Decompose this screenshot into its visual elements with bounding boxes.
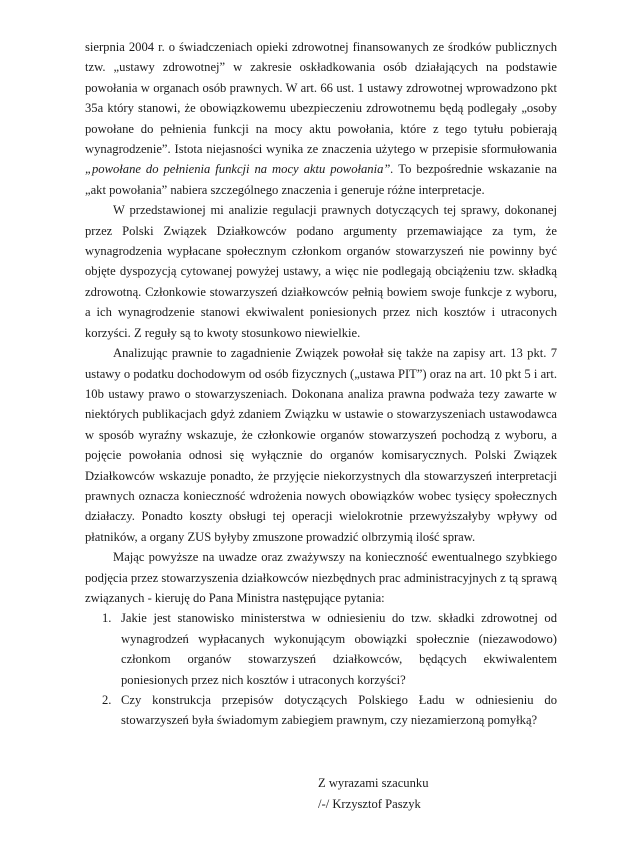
question-number: 2. [102, 693, 112, 707]
paragraph-1 [85, 37, 557, 200]
signature: /-/ Krzysztof Paszyk [318, 797, 421, 811]
closing-salutation: Z wyrazami szacunku [318, 776, 429, 790]
question-list [103, 608, 557, 730]
paragraph-1-text-a: sierpnia 2004 r. o świadczeniach opieki zdrowotnej finansowanych ze środków publicznych tzw. „ustawy zdrowotnej” w zakresie oskładkowania osób działających na podstawie powołania w organach osób prawnych. W art. 66 ust. 1 ustawy zdrowotnej wprowadzono pkt 35a który stanowi, że obowiązkowemu ubezpieczeniu zdrowotnemu będą podlegały „osoby powołane do pełnienia funkcji na mocy aktu powołania, które z tego tytułu pobierają wynagrodzenie”. Istota niejasności wynika ze znaczenia użytego w przepisie sformułowania [85, 40, 557, 157]
question-number: 1. [102, 611, 112, 626]
paragraph-1-text-b: To bezpośrednie wskazanie na „akt powołania” nabiera szczególnego znaczenia i generuje różne interpretacje. [85, 162, 557, 197]
document-body [85, 37, 557, 731]
paragraph-3: Analizując prawnie to zagadnienie Związek powołał się także na zapisy art. 13 pkt. 7 ustawy o podatku dochodowym od osób fizycznych („ustawa PIT”) oraz na art. 10 pkt 5 i art. 10b ustawy prawo o stowarzyszeniach. Dokonana analiza prawna podważa tezy zawarte w niektórych publikacjach gdyż zdaniem Związku w ustawie o stowarzyszeniach ustawodawca w sposób wyraźny wskazuje, że członkowie organów stowarzyszeń pochodzą z wyboru, a pojęcie powołania odnosi się wyłącznie do organów komisarycznych. Polski Związek Działkowców wskazuje ponadto, że przyjęcie niekorzystnych dla stowarzyszeń interpretacji prawnych oznacza konieczność wdrożenia nowych obowiązków wobec tysięcy społecznych działaczy. Ponadto koszty obsługi tej operacji wielokrotnie przewyższałyby wpływy od płatników, a organy ZUS byłyby zmuszone prowadzić olbrzymią ilość spraw. [85, 346, 557, 544]
paragraph-4: Mając powyższe na uwadze oraz zważywszy na konieczność ewentualnego szybkiego podjęcia przez stowarzyszenia działkowców niezbędnych prac administracyjnych z tą sprawą związanych - kieruję do Pana Ministra następujące pytania: [85, 550, 557, 605]
question-text: Czy konstrukcja przepisów dotyczących Polskiego Ładu w odniesieniu do stowarzyszeń była świadomym zabiegiem prawnym, czy niezamierzoną pomyłką? [121, 693, 557, 728]
closing-block [318, 773, 558, 815]
question-text: Jakie jest stanowisko ministerstwa w odniesieniu do tzw. składki zdrowotnej od wynagrodzeń wypłacanych wykonującym obowiązki społecznie (niezawodowo) członkom organów stowarzyszeń działkowców, będących ekwiwalentem poniesionych przez nich kosztów i utraconych korzyści? [121, 611, 557, 687]
question-item [103, 690, 557, 731]
paragraph-1-quote: „powołane do pełnienia funkcji na mocy aktu powołania”. [85, 162, 394, 177]
paragraph-2: W przedstawionej mi analizie regulacji prawnych dotyczących tej sprawy, dokonanej przez Polski Związek Działkowców podano argumenty przemawiające za tym, że wynagrodzenia wypłacane społecznym członkom organów stowarzyszeń nie powinny być objęte dyspozycją cytowanej powyżej ustawy, a więc nie podlegają obciążeniu tzw. składką zdrowotną. Członkowie stowarzyszeń działkowców pełnią bowiem swoje funkcje z wyboru, a ich wynagrodzenie stanowi ekwiwalent poniesionych przez nich kosztów i utraconych korzyści. Z reguły są to kwoty stosunkowo niewielkie. [85, 203, 557, 340]
question-item [103, 608, 557, 690]
